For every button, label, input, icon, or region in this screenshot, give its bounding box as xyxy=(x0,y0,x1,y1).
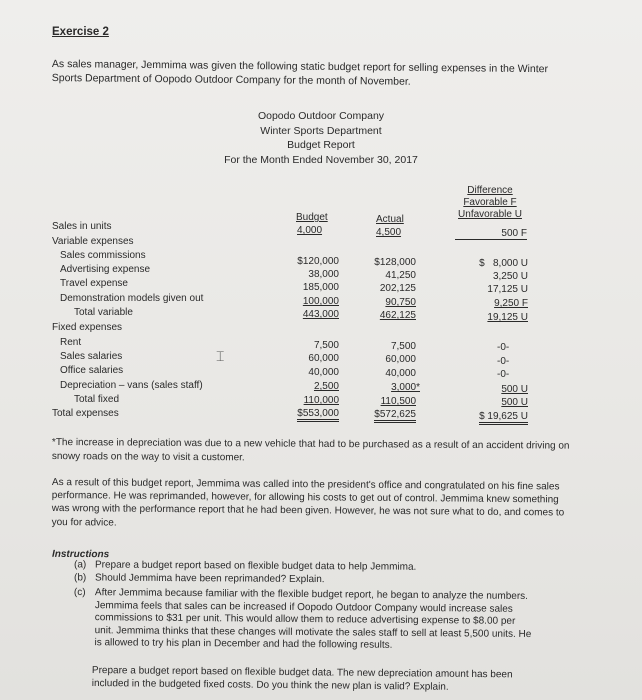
depreciation-footnote: *The increase in depreciation was due to a new vehicle that had to be purchased as a result of an accident driving on snowy roads on the way to visit a customer. xyxy=(51,436,570,463)
advertising-actual: 41,250 xyxy=(385,270,416,281)
rent-diff: -0- xyxy=(497,342,510,353)
depreciation-diff: 500 U xyxy=(501,384,528,395)
diff-header-line1: Difference xyxy=(467,185,513,196)
final-instruction: Prepare a budget report based on flexible budget data. The new depreciation amount has been included in the budgeted fixed costs. Do you think the new plan is valid? Explain. xyxy=(91,664,513,693)
actual-header: Actual xyxy=(376,214,404,225)
report-period: For the Month Ended November 30, 2017 xyxy=(224,153,418,166)
exercise-title: Exercise 2 xyxy=(52,26,109,38)
rent-budget: 7,500 xyxy=(313,340,339,351)
diff-header-line3: Unfavorable U xyxy=(458,209,522,220)
total-variable-actual: 462,125 xyxy=(379,310,416,321)
text-cursor-icon: ⌶ xyxy=(216,348,225,364)
demo-models-diff: 9,250 F xyxy=(494,298,528,309)
office-salaries-diff: -0- xyxy=(497,369,510,380)
instruction-c-label: (c) xyxy=(73,587,86,599)
difference-header xyxy=(450,185,530,221)
instruction-c-text: After Jemmima because familiar with the flexible budget report, he began to analyze the numbers. Jemmima feels that sales can be increased if Oopodo Outdoor Company would increase sales commissions to $31 per unit. This would allow them to reduce advertising expense to $8.00 per unit. Jemmima thinks that these changes will motivate the sales staff to sell at least 5,500 units. He is allowed to try his plan in December and had the following results. xyxy=(94,587,532,652)
sales-commissions-diff: $ 8,000 U xyxy=(479,258,528,269)
total-fixed-label: Total fixed xyxy=(74,394,120,405)
sales-units-label: Sales in units xyxy=(52,221,112,232)
sales-commissions-budget: $120,000 xyxy=(297,256,339,267)
instruction-a-text: Prepare a budget report based on flexible budget data to help Jemmima. xyxy=(94,559,417,573)
advertising-label: Advertising expense xyxy=(60,264,151,275)
total-fixed-diff: 500 U xyxy=(501,397,528,408)
actual-units: 4,500 xyxy=(376,227,402,238)
demo-models-actual: 90,750 xyxy=(385,297,416,308)
advertising-budget: 38,000 xyxy=(308,269,339,280)
department-name: Winter Sports Department xyxy=(260,124,382,137)
budget-header: Budget xyxy=(296,212,328,223)
travel-actual: 202,125 xyxy=(379,283,416,294)
intro-paragraph: As sales manager, Jemmima was given the following static budget report for selling expenses in the Winter Sports Department of Oopodo Outdoor Company for the month of November. xyxy=(51,57,549,88)
office-salaries-label: Office salaries xyxy=(60,365,124,376)
variable-expenses-heading: Variable expenses xyxy=(52,236,134,247)
sales-commissions-label: Sales commissions xyxy=(60,250,146,261)
sales-salaries-actual: 60,000 xyxy=(385,354,416,365)
depreciation-label: Depreciation – vans (sales staff) xyxy=(60,380,203,391)
instructions-heading: Instructions xyxy=(51,548,110,561)
total-fixed-budget: 110,000 xyxy=(303,395,339,406)
instruction-item xyxy=(73,587,544,661)
sales-commissions-actual: $128,000 xyxy=(374,257,416,268)
total-expenses-label: Total expenses xyxy=(52,408,119,419)
demo-models-label: Demonstration models given out xyxy=(60,293,204,304)
company-name: Oopodo Outdoor Company xyxy=(257,110,385,122)
total-fixed-actual: 110,500 xyxy=(380,396,416,407)
instruction-a-label: (a) xyxy=(73,559,87,571)
fixed-expenses-heading: Fixed expenses xyxy=(52,322,123,333)
diff-header-line2: Favorable F xyxy=(463,197,517,208)
advertising-diff: 3,250 U xyxy=(492,271,528,282)
sales-salaries-budget: 60,000 xyxy=(308,353,339,364)
demo-models-budget: 100,000 xyxy=(302,296,339,307)
office-salaries-budget: 40,000 xyxy=(308,367,339,378)
situation-paragraph: As a result of this budget report, Jemmima was called into the president's office and congratulated on his fine sales performance. He was reprimanded, however, for allowing his costs to get out of control. Jemmima knew something was wrong with the performance report that he had been given. However, he was not sure what to do, and comes to you for advice. xyxy=(51,476,565,529)
total-expenses-diff: $ 19,625 U xyxy=(479,411,528,425)
sales-salaries-label: Sales salaries xyxy=(60,351,123,362)
sales-salaries-diff: -0- xyxy=(497,356,510,367)
report-header xyxy=(0,109,642,167)
report-name: Budget Report xyxy=(287,139,355,151)
depreciation-actual: 3,000* xyxy=(391,382,420,393)
depreciation-budget: 2,500 xyxy=(313,381,339,392)
instruction-b-text: Should Jemmima have been reprimanded? Explain. xyxy=(94,572,325,586)
instruction-b-label: (b) xyxy=(73,572,87,584)
budget-units: 4,000 xyxy=(297,225,323,236)
total-expenses-budget: $553,000 xyxy=(297,408,339,422)
travel-diff: 17,125 U xyxy=(487,284,528,295)
total-variable-label: Total variable xyxy=(74,307,133,318)
rent-label: Rent xyxy=(60,337,82,348)
office-salaries-actual: 40,000 xyxy=(385,368,416,379)
travel-budget: 185,000 xyxy=(302,282,339,293)
total-expenses-actual: $572,625 xyxy=(374,409,416,423)
total-variable-budget: 443,000 xyxy=(302,309,339,320)
rent-actual: 7,500 xyxy=(390,341,416,352)
total-variable-diff: 19,125 U xyxy=(487,312,528,323)
travel-label: Travel expense xyxy=(60,278,128,289)
diff-units: 500 F xyxy=(455,228,527,240)
instruction-item xyxy=(74,572,544,588)
